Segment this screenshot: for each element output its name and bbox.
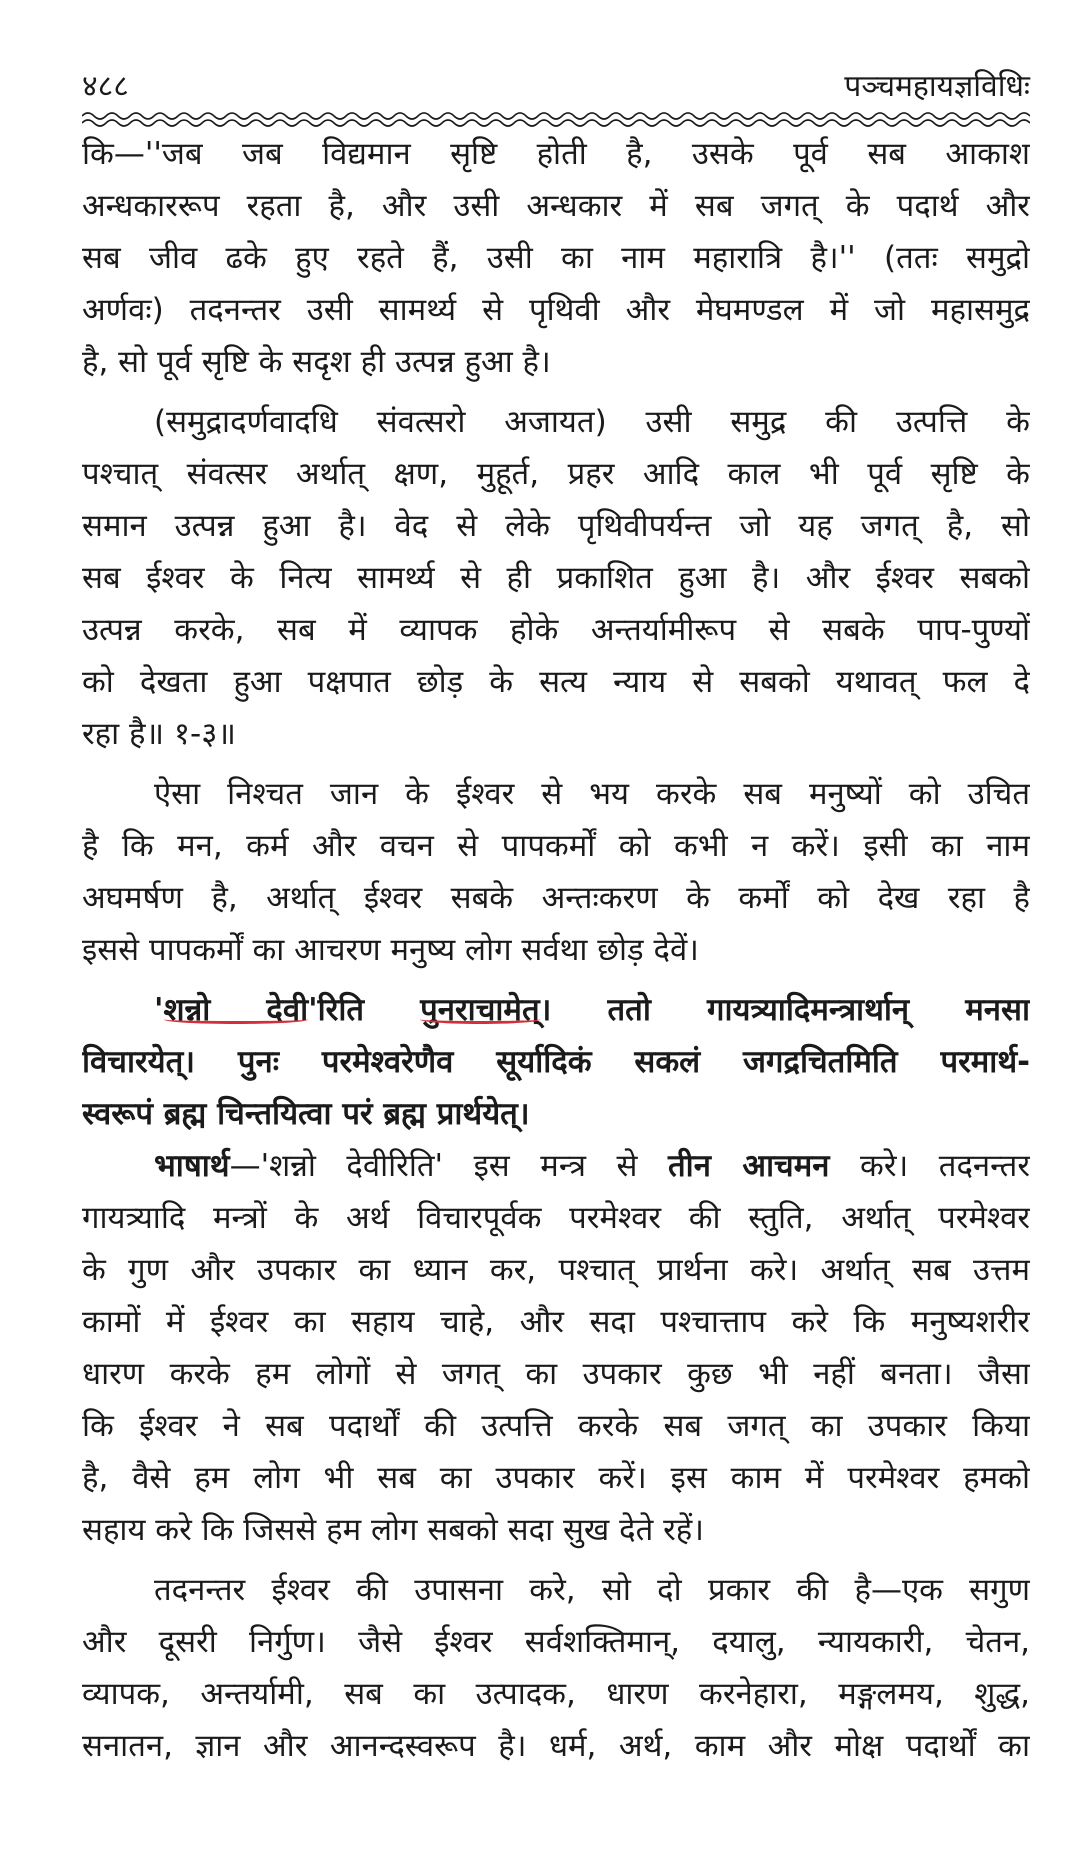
text-line: कि ईश्वर ने सब पदार्थों की उत्पत्ति करके सब जगत् का उपकार किया	[82, 1408, 1030, 1444]
sanskrit-instruction	[82, 984, 1030, 1140]
text-line: सहाय करे कि जिससे हम लोग सबको सदा सुख देते रहें।	[82, 1512, 705, 1548]
text-line: है, सो पूर्व सृष्टि के सदृश ही उत्पन्न हुआ है।	[82, 344, 551, 380]
paragraph-samudra	[82, 396, 1030, 760]
text-line: कामों में ईश्वर का सहाय चाहे, और सदा पश्चात्ताप करे कि मनुष्यशरीर	[82, 1304, 1030, 1340]
text-line	[82, 984, 1030, 1036]
running-title: पञ्चमहायज्ञविधिः	[844, 69, 1030, 104]
page-number: ४८८	[82, 69, 129, 104]
text-line: को देखता हुआ पक्षपात छोड़ के सत्य न्याय से सबको यथावत् फल दे	[82, 664, 1030, 700]
wavy-header-rule	[82, 108, 1030, 130]
mantra-quote: शन्नो देवीरिति	[269, 1148, 435, 1184]
text-line: विचारयेत्। पुनः परमेश्वरेणैव सूर्यादिकं सकलं जगद्रचितमिति परमार्थ-	[82, 1044, 1030, 1080]
text-line: पश्चात् संवत्सर अर्थात् क्षण, मुहूर्त, प्रहर आदि काल भी पूर्व सृष्टि के	[82, 456, 1030, 492]
paragraph-upasana	[82, 1564, 1030, 1772]
sanskrit-fragment: । ततो गायत्र्यादिमन्त्रार्थान् मनसा	[539, 992, 1030, 1028]
page-header	[82, 64, 1030, 110]
text-line	[82, 1140, 1030, 1192]
text-line: धारण करके हम लोगों से जगत् का उपकार कुछ भी नहीं बनता। जैसा	[82, 1356, 1030, 1392]
red-underlined-phrase: शन्नो देवी	[163, 992, 309, 1028]
sanskrit-fragment: 'रिति	[308, 992, 421, 1028]
text-line: है कि मन, कर्म और वचन से पापकर्मों को कभी न करें। इसी का नाम	[82, 828, 1030, 864]
text-line: रहा है॥ १-३॥	[82, 716, 236, 752]
text-line: तदनन्तर ईश्वर की उपासना करे, सो दो प्रकार की है—एक सगुण	[154, 1572, 1030, 1608]
text-line: सब जीव ढके हुए रहते हैं, उसी का नाम महारात्रि है।'' (ततः समुद्रो	[82, 240, 1030, 276]
text-fragment: —'	[229, 1148, 270, 1184]
text-fragment: करे। तदनन्तर	[829, 1148, 1030, 1184]
text-line: अघमर्षण है, अर्थात् ईश्वर सबके अन्तःकरण के कर्मों को देख रहा है	[82, 880, 1030, 916]
text-line: गायत्र्यादि मन्त्रों के अर्थ विचारपूर्वक परमेश्वर की स्तुति, अर्थात् परमेश्वर	[82, 1200, 1030, 1236]
text-line: व्यापक, अन्तर्यामी, सब का उत्पादक, धारण करनेहारा, मङ्गलमय, शुद्ध,	[82, 1676, 1030, 1712]
text-line: और दूसरी निर्गुण। जैसे ईश्वर सर्वशक्तिमान्, दयालु, न्यायकारी, चेतन,	[82, 1624, 1030, 1660]
page-body	[82, 128, 1030, 1772]
text-line: समान उत्पन्न हुआ है। वेद से लेके पृथिवीपर्यन्त जो यह जगत् है, सो	[82, 508, 1030, 544]
quote-mark: '	[154, 992, 164, 1028]
text-line: अन्धकाररूप रहता है, और उसी अन्धकार में सब जगत् के पदार्थ और	[82, 188, 1030, 224]
bhasharth-label: भाषार्थ	[154, 1148, 230, 1184]
text-line: (समुद्रादर्णवादधि संवत्सरो अजायत) उसी समुद्र की उत्पत्ति के	[154, 404, 1030, 440]
text-line: इससे पापकर्मों का आचरण मनुष्य लोग सर्वथा छोड़ देवें।	[82, 932, 699, 968]
paragraph-bhasharth	[82, 1140, 1030, 1556]
text-line: अर्णवः) तदनन्तर उसी सामर्थ्य से पृथिवी और मेघमण्डल में जो महासमुद्र	[82, 292, 1030, 328]
text-line: सनातन, ज्ञान और आनन्दस्वरूप है। धर्म, अर्थ, काम और मोक्ष पदार्थों का	[82, 1728, 1030, 1764]
text-line: है, वैसे हम लोग भी सब का उपकार करें। इस काम में परमेश्वर हमको	[82, 1460, 1030, 1496]
text-line: स्वरूपं ब्रह्म चिन्तयित्वा परं ब्रह्म प्रार्थयेत्।	[82, 1096, 530, 1132]
text-fragment: ' इस मन्त्र से	[434, 1148, 669, 1184]
text-line: के गुण और उपकार का ध्यान कर, पश्चात् प्रार्थना करे। अर्थात् सब उत्तम	[82, 1252, 1030, 1288]
paragraph-continuation	[82, 128, 1030, 388]
text-line: ऐसा निश्चत जान के ईश्वर से भय करके सब मनुष्यों को उचित	[154, 776, 1030, 812]
text-line: उत्पन्न करके, सब में व्यापक होके अन्तर्यामीरूप से सबके पाप-पुण्यों	[82, 612, 1030, 648]
red-underlined-phrase: पुनराचामेत्	[420, 992, 540, 1028]
text-line: सब ईश्वर के नित्य सामर्थ्य से ही प्रकाशित हुआ है। और ईश्वर सबको	[82, 560, 1030, 596]
text-line: कि—''जब जब विद्यमान सृष्टि होती है, उसके पूर्व सब आकाश	[82, 136, 1030, 172]
bold-phrase: तीन आचमन	[668, 1148, 830, 1184]
paragraph-aghamarshan	[82, 768, 1030, 976]
